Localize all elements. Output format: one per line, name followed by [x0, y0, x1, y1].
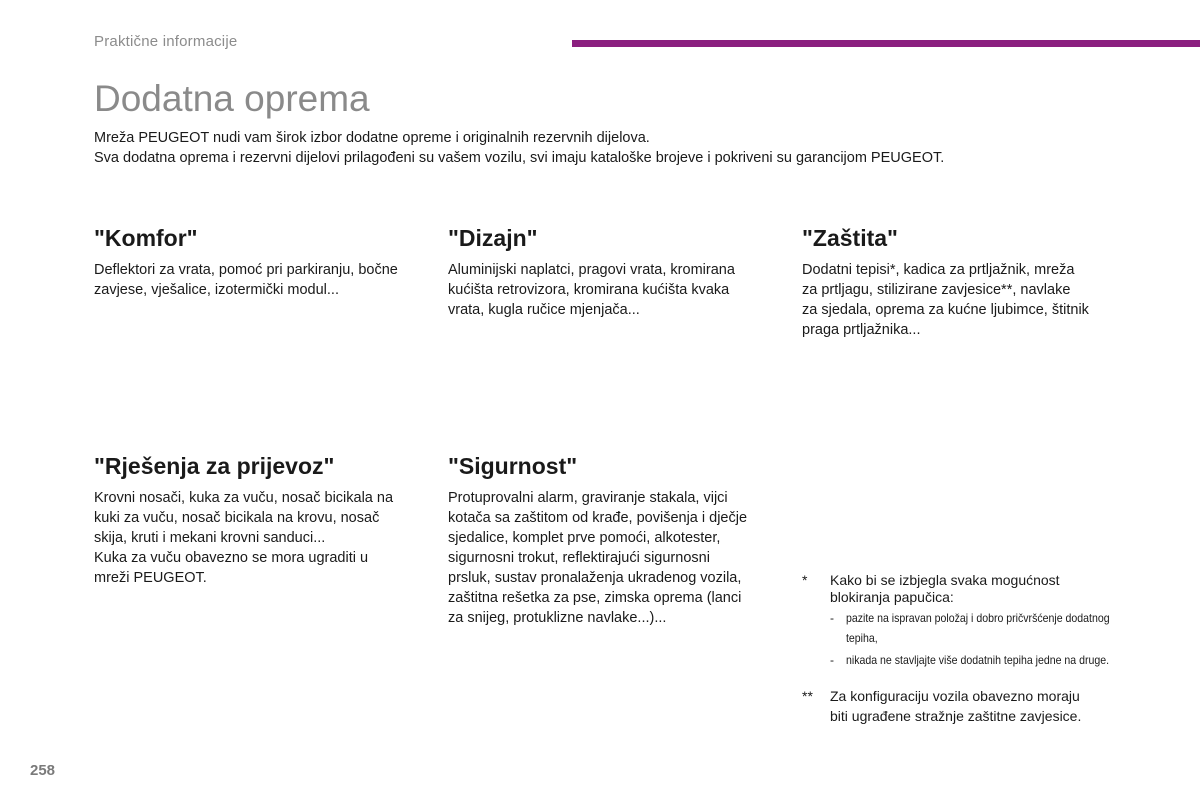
description-line: Kuka za vuču obavezno se mora ugraditi u: [94, 550, 369, 566]
footnote-double-asterisk: [802, 686, 1132, 726]
subitem-line: tepiha,: [846, 631, 878, 645]
description-line: kotača sa zaštitom od krađe, povišenja i dječje: [448, 510, 748, 526]
footnote-line: Za konfiguraciju vozila obavezno moraju: [830, 688, 1080, 704]
description-line: Protuprovalni alarm, graviranje stakala, vijci: [448, 490, 728, 506]
description-line: skija, kruti i mekani krovni sanduci...: [94, 530, 326, 546]
header-accent-bar: [572, 40, 1200, 47]
description-line: Dodatni tepisi*, kadica za prtljažnik, mreža: [802, 262, 1075, 278]
dash-bullet: -: [830, 653, 834, 667]
description-line: za snijeg, protuklizne navlake...)...: [448, 610, 667, 626]
category-zastita: [802, 224, 1137, 340]
footnote-text: [830, 686, 1081, 726]
footnote-line: Kako bi se izbjegla svaka mogućnost: [830, 572, 1060, 588]
description-line: Aluminijski naplatci, pragovi vrata, kromirana: [448, 262, 735, 278]
page-title: Dodatna oprema: [94, 78, 370, 119]
footnote-subitem: [830, 608, 1146, 648]
description-line: sjedalice, komplet prve pomoći, alkotester,: [448, 530, 721, 546]
intro-line: Mreža PEUGEOT nudi vam širok izbor dodatne opreme i originalnih rezervnih dijelova.: [94, 130, 650, 146]
intro-line: Sva dodatna oprema i rezervni dijelovi prilagođeni su vašem vozilu, svi imaju kataloške brojeve i pokriveni su garancijom PEUGEOT.: [94, 150, 945, 166]
footnote-single-asterisk: [802, 572, 1132, 670]
category-heading: "Dizajn": [448, 225, 538, 251]
footnote-text: [830, 572, 1146, 670]
description-line: prsluk, sustav pronalaženja ukradenog vozila,: [448, 570, 742, 586]
subitem-text: [846, 608, 1110, 648]
category-dizajn: [448, 224, 783, 320]
intro-paragraph: [94, 128, 1094, 168]
category-description: [94, 488, 429, 588]
category-sigurnost: [448, 452, 783, 628]
description-line: zavjese, vješalice, izotermički modul...: [94, 282, 339, 298]
description-line: sigurnosni trokut, reflektirajući sigurnosni: [448, 550, 710, 566]
category-heading: "Sigurnost": [448, 453, 578, 479]
category-heading: "Komfor": [94, 225, 198, 251]
subitem-line: pazite na ispravan položaj i dobro pričvršćenje dodatnog: [846, 611, 1110, 625]
description-line: vrata, kugla ručice mjenjača...: [448, 302, 640, 318]
footnotes: [802, 572, 1132, 726]
category-heading: "Rješenja za prijevoz": [94, 453, 335, 479]
footnote-mark: **: [802, 688, 813, 704]
description-line: praga prtljažnika...: [802, 322, 921, 338]
category-heading: "Zaštita": [802, 225, 898, 251]
description-line: kuki za vuču, nosač bicikala na krovu, nosač: [94, 510, 380, 526]
description-line: za prtljagu, stilizirane zavjesice**, navlake: [802, 282, 1071, 298]
category-komfor: [94, 224, 429, 300]
description-line: Deflektori za vrata, pomoć pri parkiranju, bočne: [94, 262, 398, 278]
description-line: za sjedala, oprema za kućne ljubimce, štitnik: [802, 302, 1089, 318]
description-line: zaštitna rešetka za pse, zimska oprema (lanci: [448, 590, 742, 606]
description-line: mreži PEUGEOT.: [94, 570, 207, 586]
page-number: 258: [30, 762, 56, 779]
category-description: [448, 260, 783, 320]
dash-bullet: -: [830, 611, 834, 625]
description-line: Krovni nosači, kuka za vuču, nosač bicikala na: [94, 490, 394, 506]
description-line: kućišta retrovizora, kromirana kućišta kvaka: [448, 282, 730, 298]
category-description: [802, 260, 1137, 340]
footnote-line: biti ugrađene stražnje zaštitne zavjesice.: [830, 708, 1082, 724]
subitem-text: [846, 650, 1109, 670]
footnote-line: blokiranja papučica:: [830, 589, 954, 605]
category-description: [94, 260, 429, 300]
section-label: Praktične informacije: [94, 33, 238, 50]
category-rjesenja-za-prijevoz: [94, 452, 429, 588]
footnote-mark: *: [802, 572, 808, 588]
category-description: [448, 488, 783, 628]
subitem-line: nikada ne stavljajte više dodatnih tepiha jedne na druge.: [846, 653, 1110, 667]
footnote-subitem: [830, 650, 1146, 670]
